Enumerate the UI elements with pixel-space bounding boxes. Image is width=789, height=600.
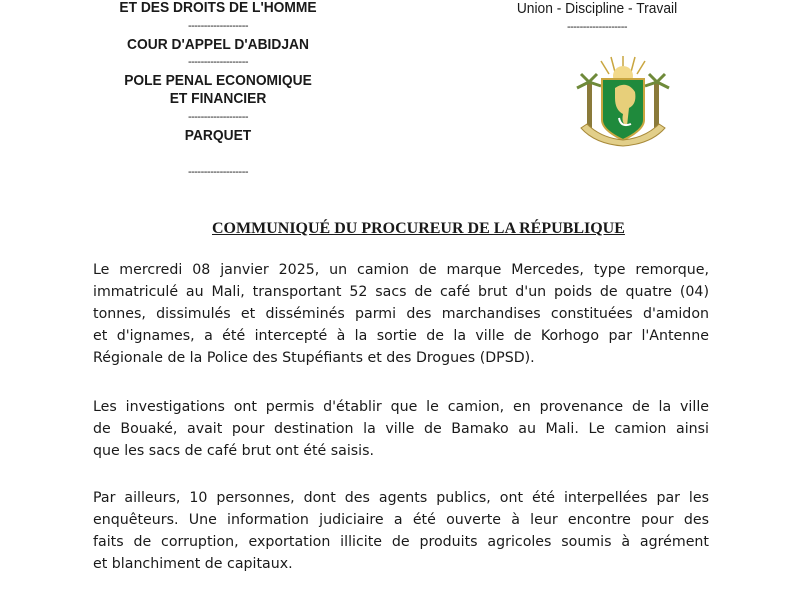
coat-of-arms-icon	[575, 52, 671, 148]
communique-title: COMMUNIQUÉ DU PROCUREUR DE LA RÉPUBLIQUE	[212, 220, 625, 237]
separator: -------------------	[187, 111, 249, 123]
text-line: immatriculé au Mali, transportant 52 sacs de café brut d'un poids de quatre (04)	[93, 284, 709, 300]
text-line: que les sacs de café brut ont été saisis.	[93, 443, 375, 459]
separator: -------------------	[566, 21, 628, 33]
text-line: faits de corruption, exportation illicite de produits agricoles soumis à agrément	[93, 534, 709, 550]
text-line: Le mercredi 08 janvier 2025, un camion de marque Mercedes, type remorque,	[93, 262, 709, 278]
ministry-name: ET DES DROITS DE L'HOMME	[119, 0, 317, 16]
text-line: et blanchiment de capitaux.	[93, 556, 293, 572]
separator: -------------------	[187, 166, 249, 178]
pole-name-line1: POLE PENAL ECONOMIQUE	[124, 72, 312, 89]
text-line: de Bouaké, avait pour destination la ville de Bamako au Mali. Le camion ainsi	[93, 421, 709, 437]
court-name: COUR D'APPEL D'ABIDJAN	[127, 36, 309, 53]
pole-name-line2: ET FINANCIER	[169, 90, 267, 107]
paragraph-1	[93, 259, 709, 369]
text-line: Régionale de la Police des Stupéfiants et des Drogues (DPSD).	[93, 350, 535, 366]
national-motto: Union - Discipline - Travail	[516, 0, 678, 17]
parquet-label: PARQUET	[184, 127, 252, 144]
paragraph-3	[93, 487, 709, 575]
text-line: Les investigations ont permis d'établir que le camion, en provenance de la ville	[93, 399, 709, 415]
text-line: Par ailleurs, 10 personnes, dont des agents publics, ont été interpellées par les	[93, 490, 709, 506]
text-line: tonnes, dissimulés et disséminés parmi des marchandises constituées d'amidon	[93, 306, 709, 322]
text-line: enquêteurs. Une information judiciaire a été ouverte à leur encontre pour des	[93, 512, 709, 528]
paragraph-2	[93, 396, 709, 462]
separator: -------------------	[187, 20, 249, 32]
text-line: et d'ignames, a été intercepté à la sortie de la ville de Korhogo par l'Antenne	[93, 328, 709, 344]
separator: -------------------	[187, 56, 249, 68]
